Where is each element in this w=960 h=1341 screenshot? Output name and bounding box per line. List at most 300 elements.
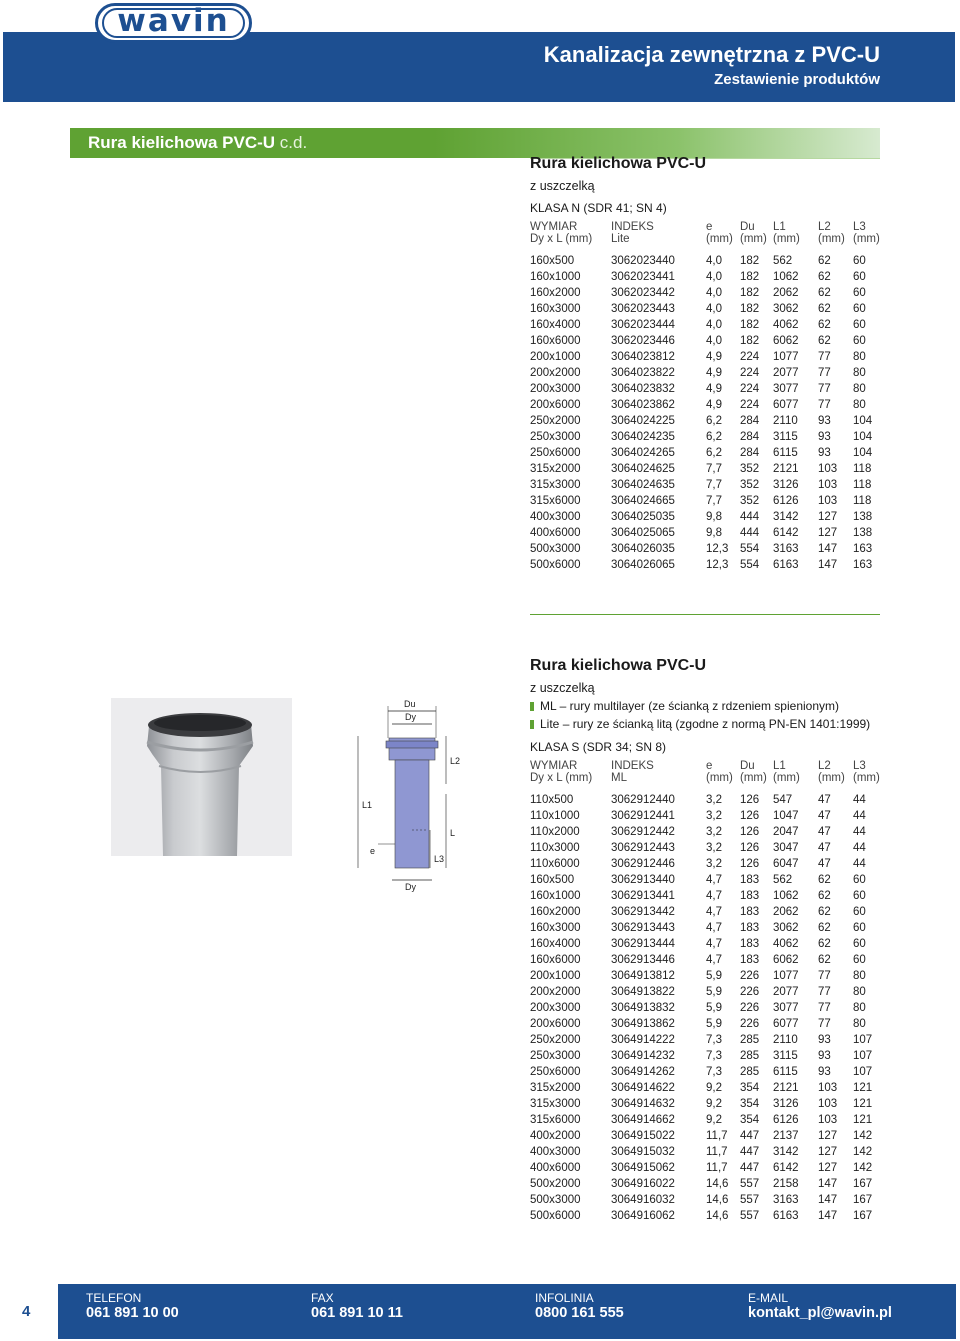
table-cell: 14,6 bbox=[706, 1178, 729, 1190]
table-cell: 167 bbox=[853, 1178, 873, 1190]
table-cell: 118 bbox=[853, 479, 872, 491]
table-cell: 3064026065 bbox=[611, 559, 675, 571]
table-cell: 9,2 bbox=[706, 1114, 722, 1126]
table-cell: 62 bbox=[818, 271, 831, 283]
table-cell: 147 bbox=[818, 1194, 838, 1206]
table-cell: 163 bbox=[853, 543, 873, 555]
table-cell: 183 bbox=[740, 906, 760, 918]
table-cell: 11,7 bbox=[706, 1130, 728, 1142]
table-cell: 60 bbox=[853, 319, 866, 331]
section-band-suffix: c.d. bbox=[279, 133, 308, 152]
table-cell: 1077 bbox=[773, 970, 799, 982]
page-number: 4 bbox=[22, 1303, 31, 1320]
table-cell: 3064914662 bbox=[611, 1114, 675, 1126]
section2-class-label: KLASA S (SDR 34; SN 8) bbox=[530, 740, 667, 754]
table-row bbox=[530, 509, 883, 525]
bullet-ml-text: – rury multilayer (ze ścianką z rdzeniem spienionym) bbox=[556, 699, 839, 713]
table-cell: 7,3 bbox=[706, 1034, 722, 1046]
table-row bbox=[530, 1032, 883, 1048]
table-cell: 352 bbox=[740, 463, 760, 475]
table-cell: 4,0 bbox=[706, 335, 722, 347]
table-cell: 62 bbox=[818, 906, 831, 918]
table-cell: 3,2 bbox=[706, 794, 722, 806]
table-cell: 2121 bbox=[773, 463, 799, 475]
table-row bbox=[530, 824, 883, 840]
table-cell: 3064914232 bbox=[611, 1050, 675, 1062]
table-row bbox=[530, 888, 883, 904]
table-cell: 2137 bbox=[773, 1130, 799, 1142]
table-cell: 147 bbox=[818, 1178, 838, 1190]
table-cell: 160x1000 bbox=[530, 890, 581, 902]
table-cell: 3064914222 bbox=[611, 1034, 675, 1046]
table-cell: 4,0 bbox=[706, 271, 722, 283]
table-cell: 200x6000 bbox=[530, 399, 581, 411]
table-cell: 352 bbox=[740, 495, 760, 507]
table-row bbox=[530, 1096, 883, 1112]
table-cell: 44 bbox=[853, 810, 866, 822]
table-row bbox=[530, 317, 883, 333]
column-subheader: (mm) bbox=[740, 772, 767, 784]
column-subheader: (mm) bbox=[773, 233, 800, 245]
table-cell: 4,0 bbox=[706, 255, 722, 267]
table-cell: 183 bbox=[740, 938, 760, 950]
table-row bbox=[530, 1176, 883, 1192]
table-cell: 6047 bbox=[773, 858, 799, 870]
column-header: INDEKS bbox=[611, 760, 654, 772]
table-cell: 3062912441 bbox=[611, 810, 675, 822]
column-subheader: (mm) bbox=[773, 772, 800, 784]
table-cell: 62 bbox=[818, 954, 831, 966]
table-cell: 447 bbox=[740, 1146, 760, 1158]
table-cell: 3064023862 bbox=[611, 399, 675, 411]
table-cell: 118 bbox=[853, 463, 872, 475]
table-cell: 444 bbox=[740, 527, 760, 539]
diagram-label-l1: L1 bbox=[362, 800, 373, 810]
table-row bbox=[530, 477, 883, 493]
table-cell: 4,7 bbox=[706, 874, 722, 886]
table-cell: 1077 bbox=[773, 351, 799, 363]
column-subheader: (mm) bbox=[818, 772, 845, 784]
table-cell: 3062913440 bbox=[611, 874, 675, 886]
footer-phone-label: TELEFON bbox=[86, 1291, 142, 1305]
table-cell: 5,9 bbox=[706, 1018, 722, 1030]
table-row bbox=[530, 792, 883, 808]
table-cell: 160x2000 bbox=[530, 906, 581, 918]
section-band-title bbox=[88, 133, 307, 153]
table-cell: 147 bbox=[818, 559, 838, 571]
table-cell: 182 bbox=[740, 287, 760, 299]
table-cell: 60 bbox=[853, 906, 866, 918]
table-cell: 226 bbox=[740, 986, 760, 998]
table-row bbox=[530, 1128, 883, 1144]
table-cell: 62 bbox=[818, 335, 831, 347]
table-cell: 3064023822 bbox=[611, 367, 675, 379]
table-cell: 60 bbox=[853, 287, 866, 299]
table-cell: 5,9 bbox=[706, 986, 722, 998]
table-cell: 3064913812 bbox=[611, 970, 675, 982]
table-cell: 80 bbox=[853, 1002, 866, 1014]
table-cell: 126 bbox=[740, 858, 760, 870]
table-cell: 285 bbox=[740, 1050, 760, 1062]
table-cell: 3064024625 bbox=[611, 463, 675, 475]
table-row bbox=[530, 1112, 883, 1128]
table-cell: 6126 bbox=[773, 1114, 799, 1126]
table-cell: 6115 bbox=[773, 1066, 798, 1078]
table-cell: 557 bbox=[740, 1178, 760, 1190]
table-cell: 103 bbox=[818, 1098, 838, 1110]
column-header: INDEKS bbox=[611, 221, 654, 233]
table-cell: 3062912446 bbox=[611, 858, 675, 870]
table-cell: 6115 bbox=[773, 447, 798, 459]
table-cell: 3064914622 bbox=[611, 1082, 675, 1094]
table-cell: 2158 bbox=[773, 1178, 799, 1190]
diagram-label-l3: L3 bbox=[434, 854, 445, 864]
table-cell: 3062913442 bbox=[611, 906, 675, 918]
table-row bbox=[530, 461, 883, 477]
table-cell: 62 bbox=[818, 319, 831, 331]
table-cell: 3062023440 bbox=[611, 255, 675, 267]
table-cell: 6062 bbox=[773, 335, 799, 347]
table-cell: 3064913862 bbox=[611, 1018, 675, 1030]
table-cell: 147 bbox=[818, 543, 838, 555]
table-cell: 354 bbox=[740, 1114, 760, 1126]
table-cell: 226 bbox=[740, 970, 760, 982]
table-cell: 354 bbox=[740, 1082, 760, 1094]
table-cell: 447 bbox=[740, 1162, 760, 1174]
table-cell: 6163 bbox=[773, 1210, 799, 1222]
table-cell: 44 bbox=[853, 842, 866, 854]
table-cell: 285 bbox=[740, 1034, 760, 1046]
table-cell: 3062 bbox=[773, 303, 799, 315]
table-cell: 7,7 bbox=[706, 479, 722, 491]
table-cell: 352 bbox=[740, 479, 760, 491]
table-row bbox=[530, 365, 883, 381]
table-cell: 3064025065 bbox=[611, 527, 675, 539]
table-cell: 3064916022 bbox=[611, 1178, 675, 1190]
table-spacer bbox=[530, 245, 883, 253]
table-row bbox=[530, 840, 883, 856]
table-cell: 3142 bbox=[773, 1146, 799, 1158]
table-row bbox=[530, 1192, 883, 1208]
footer-email bbox=[748, 1291, 892, 1321]
table-cell: 47 bbox=[818, 842, 831, 854]
table-cell: 182 bbox=[740, 255, 760, 267]
table-cell: 110x500 bbox=[530, 794, 574, 806]
table-row bbox=[530, 904, 883, 920]
table-cell: 160x6000 bbox=[530, 335, 581, 347]
column-subheader: (mm) bbox=[706, 772, 733, 784]
table-cell: 138 bbox=[853, 511, 873, 523]
table-cell: 6,2 bbox=[706, 431, 722, 443]
table-cell: 1062 bbox=[773, 271, 799, 283]
table-spacer-cell bbox=[530, 784, 883, 792]
table-cell: 6163 bbox=[773, 559, 799, 571]
table-cell: 200x6000 bbox=[530, 1018, 581, 1030]
table-cell: 4,9 bbox=[706, 383, 722, 395]
table-cell: 62 bbox=[818, 890, 831, 902]
table-cell: 6062 bbox=[773, 954, 799, 966]
table-cell: 315x3000 bbox=[530, 479, 581, 491]
table-cell: 80 bbox=[853, 986, 866, 998]
table-row bbox=[530, 429, 883, 445]
table-cell: 6142 bbox=[773, 527, 799, 539]
table-cell: 7,7 bbox=[706, 463, 722, 475]
table-cell: 77 bbox=[818, 970, 831, 982]
table-row bbox=[530, 269, 883, 285]
table-cell: 93 bbox=[818, 1066, 831, 1078]
table-cell: 315x6000 bbox=[530, 495, 581, 507]
table-cell: 6142 bbox=[773, 1162, 799, 1174]
table-cell: 2121 bbox=[773, 1082, 799, 1094]
table-cell: 160x6000 bbox=[530, 954, 581, 966]
table-cell: 160x3000 bbox=[530, 922, 581, 934]
table-cell: 11,7 bbox=[706, 1146, 728, 1158]
table-cell: 3064023832 bbox=[611, 383, 675, 395]
table-cell: 121 bbox=[853, 1114, 873, 1126]
table-cell: 6126 bbox=[773, 495, 799, 507]
table-cell: 126 bbox=[740, 794, 760, 806]
table-cell: 160x2000 bbox=[530, 287, 581, 299]
table-cell: 3062913441 bbox=[611, 890, 675, 902]
table-cell: 80 bbox=[853, 367, 866, 379]
bullet-ml-term: ML bbox=[540, 699, 557, 713]
table-cell: 183 bbox=[740, 954, 760, 966]
table-cell: 77 bbox=[818, 367, 831, 379]
table-cell: 400x6000 bbox=[530, 1162, 581, 1174]
table-cell: 6077 bbox=[773, 1018, 799, 1030]
table-cell: 107 bbox=[853, 1050, 873, 1062]
table-cell: 103 bbox=[818, 1082, 838, 1094]
table-row bbox=[530, 493, 883, 509]
diagram-label-l2: L2 bbox=[450, 756, 461, 766]
table-cell: 3163 bbox=[773, 543, 799, 555]
table-row bbox=[530, 525, 883, 541]
table-cell: 6077 bbox=[773, 399, 799, 411]
table-cell: 3062912440 bbox=[611, 794, 675, 806]
table-cell: 62 bbox=[818, 255, 831, 267]
table-cell: 3064913822 bbox=[611, 986, 675, 998]
table-cell: 107 bbox=[853, 1034, 873, 1046]
table-cell: 104 bbox=[853, 431, 873, 443]
column-header: L2 bbox=[818, 760, 831, 772]
table-cell: 160x4000 bbox=[530, 319, 581, 331]
diagram-label-dy-top: Dy bbox=[405, 712, 416, 722]
table-cell: 62 bbox=[818, 303, 831, 315]
footer-fax bbox=[311, 1291, 403, 1321]
column-subheader: (mm) bbox=[740, 233, 767, 245]
table-cell: 60 bbox=[853, 255, 866, 267]
table-cell: 3064914632 bbox=[611, 1098, 675, 1110]
column-header: WYMIAR bbox=[530, 760, 578, 772]
table-cell: 183 bbox=[740, 874, 760, 886]
column-subheader: (mm) bbox=[818, 233, 845, 245]
table-cell: 44 bbox=[853, 794, 866, 806]
table-cell: 200x3000 bbox=[530, 383, 581, 395]
table-cell: 142 bbox=[853, 1130, 873, 1142]
table-cell: 60 bbox=[853, 271, 866, 283]
table-cell: 2077 bbox=[773, 986, 799, 998]
table-cell: 160x1000 bbox=[530, 271, 581, 283]
table-cell: 103 bbox=[818, 463, 838, 475]
table-cell: 284 bbox=[740, 447, 760, 459]
table-row bbox=[530, 1160, 883, 1176]
table-cell: 224 bbox=[740, 351, 760, 363]
table-cell: 400x2000 bbox=[530, 1130, 581, 1142]
column-header: Du bbox=[740, 221, 755, 233]
table-cell: 3062913443 bbox=[611, 922, 675, 934]
footer-phone bbox=[86, 1291, 179, 1321]
column-subheader: Dy x L (mm) bbox=[530, 772, 593, 784]
table-cell: 127 bbox=[818, 1130, 838, 1142]
table-cell: 3062913444 bbox=[611, 938, 675, 950]
table-cell: 226 bbox=[740, 1018, 760, 1030]
table-spacer bbox=[530, 784, 883, 792]
table-row bbox=[530, 936, 883, 952]
table-cell: 500x3000 bbox=[530, 1194, 581, 1206]
table-cell: 2062 bbox=[773, 906, 799, 918]
column-subheader: (mm) bbox=[706, 233, 733, 245]
table-cell: 126 bbox=[740, 810, 760, 822]
table-cell: 315x3000 bbox=[530, 1098, 581, 1110]
table-cell: 250x3000 bbox=[530, 431, 581, 443]
table-cell: 107 bbox=[853, 1066, 873, 1078]
table-cell: 47 bbox=[818, 858, 831, 870]
table-cell: 77 bbox=[818, 351, 831, 363]
table-cell: 104 bbox=[853, 447, 873, 459]
table-cell: 93 bbox=[818, 431, 831, 443]
table-cell: 3062023442 bbox=[611, 287, 675, 299]
table-cell: 14,6 bbox=[706, 1210, 729, 1222]
footer-email-label: E-MAIL bbox=[748, 1291, 789, 1305]
table-row bbox=[530, 1000, 883, 1016]
page-subtitle: Zestawienie produktów bbox=[714, 71, 880, 88]
table-cell: 47 bbox=[818, 810, 831, 822]
table-cell: 562 bbox=[773, 255, 793, 267]
pipe-socket-diagram bbox=[350, 690, 480, 900]
table-cell: 250x3000 bbox=[530, 1050, 581, 1062]
table-cell: 110x6000 bbox=[530, 858, 580, 870]
table-cell: 127 bbox=[818, 511, 838, 523]
table-cell: 1062 bbox=[773, 890, 799, 902]
column-header: L3 bbox=[853, 760, 866, 772]
table-cell: 226 bbox=[740, 1002, 760, 1014]
table-cell: 4,0 bbox=[706, 319, 722, 331]
table-cell: 400x6000 bbox=[530, 527, 581, 539]
table-cell: 3064914262 bbox=[611, 1066, 675, 1078]
table-cell: 60 bbox=[853, 303, 866, 315]
table-cell: 3062023444 bbox=[611, 319, 675, 331]
table-cell: 62 bbox=[818, 938, 831, 950]
table-cell: 3142 bbox=[773, 511, 799, 523]
table-row bbox=[530, 285, 883, 301]
table-cell: 182 bbox=[740, 303, 760, 315]
section1-spec-table bbox=[530, 221, 883, 573]
column-header: Du bbox=[740, 760, 755, 772]
table-cell: 3115 bbox=[773, 1050, 798, 1062]
table-cell: 4,9 bbox=[706, 351, 722, 363]
table-cell: 3,2 bbox=[706, 810, 722, 822]
table-cell: 447 bbox=[740, 1130, 760, 1142]
table-cell: 3062912442 bbox=[611, 826, 675, 838]
bullet-ml bbox=[530, 699, 839, 713]
table-header-row bbox=[530, 221, 883, 233]
table-cell: 7,7 bbox=[706, 495, 722, 507]
table-row bbox=[530, 968, 883, 984]
table-cell: 77 bbox=[818, 383, 831, 395]
column-header: L2 bbox=[818, 221, 831, 233]
table-subheader-row bbox=[530, 772, 883, 784]
logo-frame bbox=[102, 2, 245, 39]
table-cell: 93 bbox=[818, 1050, 831, 1062]
table-cell: 3047 bbox=[773, 842, 799, 854]
table-row bbox=[530, 253, 883, 269]
table-cell: 182 bbox=[740, 335, 760, 347]
table-cell: 5,9 bbox=[706, 970, 722, 982]
table-cell: 3064915062 bbox=[611, 1162, 675, 1174]
diagram-label-du: Du bbox=[404, 699, 416, 709]
table-cell: 93 bbox=[818, 415, 831, 427]
table-cell: 93 bbox=[818, 1034, 831, 1046]
table-cell: 77 bbox=[818, 399, 831, 411]
table-row bbox=[530, 872, 883, 888]
table-cell: 163 bbox=[853, 559, 873, 571]
table-cell: 12,3 bbox=[706, 543, 729, 555]
footer-fax-label: FAX bbox=[311, 1291, 334, 1305]
table-cell: 44 bbox=[853, 826, 866, 838]
table-cell: 3064915022 bbox=[611, 1130, 675, 1142]
table-cell: 138 bbox=[853, 527, 873, 539]
table-subheader-row bbox=[530, 233, 883, 245]
table-cell: 4,0 bbox=[706, 287, 722, 299]
table-cell: 200x1000 bbox=[530, 970, 581, 982]
table-cell: 60 bbox=[853, 874, 866, 886]
table-row bbox=[530, 1144, 883, 1160]
wavin-logo bbox=[95, 3, 252, 43]
table-cell: 60 bbox=[853, 938, 866, 950]
footer-infoline-value: 0800 161 555 bbox=[535, 1305, 624, 1321]
table-cell: 3077 bbox=[773, 1002, 799, 1014]
table-cell: 3064916032 bbox=[611, 1194, 675, 1206]
table-cell: 80 bbox=[853, 351, 866, 363]
table-cell: 6,2 bbox=[706, 447, 722, 459]
pipe-photo bbox=[111, 698, 292, 856]
table-cell: 4062 bbox=[773, 319, 799, 331]
table-cell: 3064024635 bbox=[611, 479, 675, 491]
section-divider bbox=[530, 614, 880, 615]
table-cell: 3064023812 bbox=[611, 351, 675, 363]
table-cell: 2047 bbox=[773, 826, 799, 838]
table-cell: 11,7 bbox=[706, 1162, 728, 1174]
table-row bbox=[530, 349, 883, 365]
table-row bbox=[530, 333, 883, 349]
column-subheader: Dy x L (mm) bbox=[530, 233, 593, 245]
table-cell: 160x3000 bbox=[530, 303, 581, 315]
table-cell: 44 bbox=[853, 858, 866, 870]
table-cell: 47 bbox=[818, 794, 831, 806]
table-cell: 104 bbox=[853, 415, 873, 427]
diagram-label-e: e bbox=[370, 846, 376, 856]
table-cell: 3,2 bbox=[706, 858, 722, 870]
table-cell: 60 bbox=[853, 954, 866, 966]
table-cell: 6,2 bbox=[706, 415, 722, 427]
section2-spec-table bbox=[530, 760, 883, 1224]
table-row bbox=[530, 413, 883, 429]
table-cell: 3064913832 bbox=[611, 1002, 675, 1014]
table-cell: 160x500 bbox=[530, 255, 575, 267]
table-cell: 554 bbox=[740, 559, 760, 571]
table-cell: 3062912443 bbox=[611, 842, 675, 854]
table-cell: 77 bbox=[818, 1002, 831, 1014]
